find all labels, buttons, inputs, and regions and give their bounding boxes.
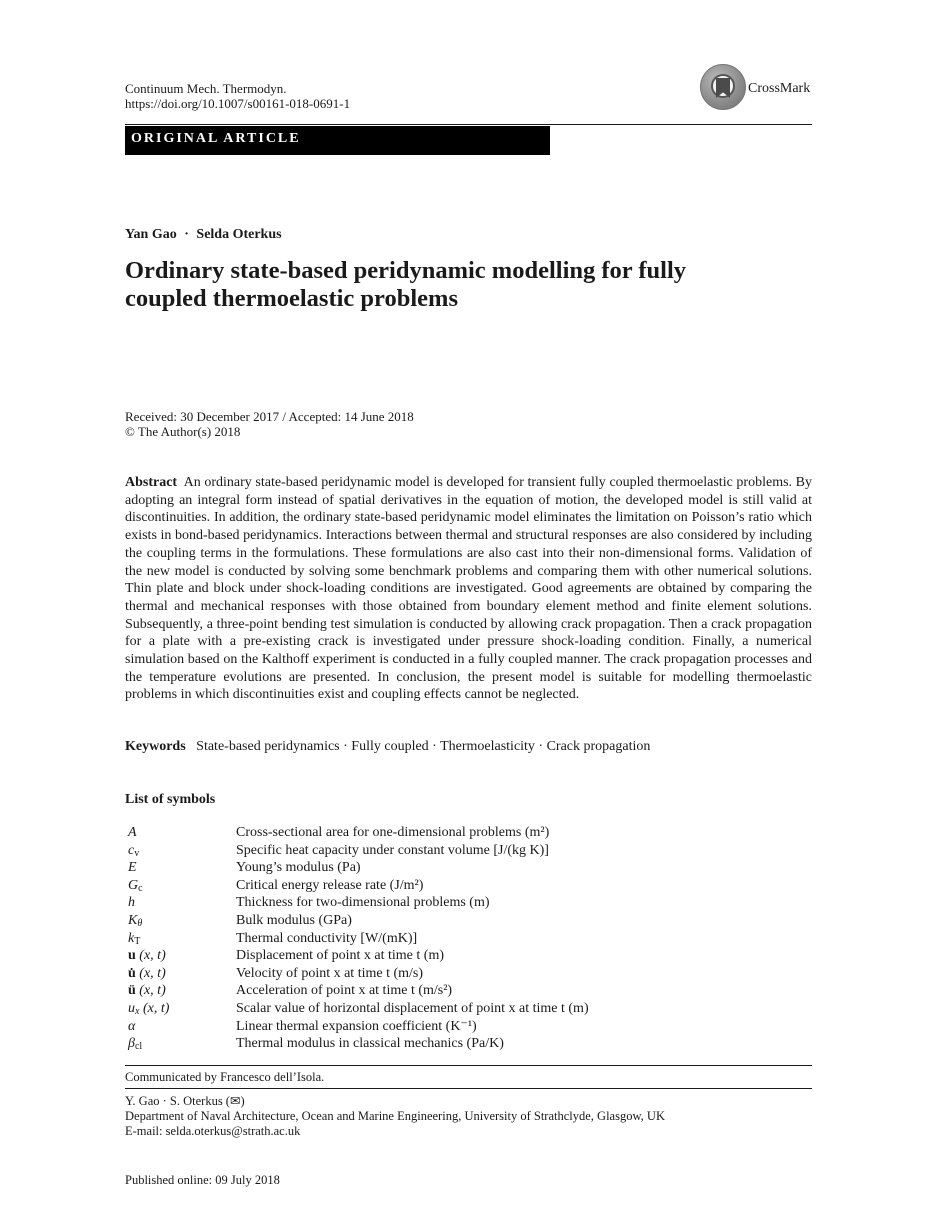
symbol-desc: Cross-sectional area for one-dimensional problems (m²): [236, 825, 550, 840]
symbol-desc: Scalar value of horizontal displacement of point x at time t (m): [236, 1000, 589, 1016]
symbol-desc: Bulk modulus (GPa): [236, 912, 352, 928]
abstract-label: Abstract: [125, 475, 178, 490]
header-rule: [125, 124, 812, 125]
symbol-row: [125, 1018, 812, 1036]
crossmark-icon: [700, 64, 746, 110]
symbol-desc: Linear thermal expansion coefficient (K⁻¹): [236, 1018, 477, 1034]
authors-short: Y. Gao · S. Oterkus (✉): [125, 1094, 245, 1108]
keywords-label: Keywords: [125, 739, 186, 754]
journal-name: Continuum Mech. Thermodyn.: [125, 81, 287, 96]
abstract-text: An ordinary state-based peridynamic model is developed for transient fully coupled thermoelastic problems. By adopting an integral form instead of spatial derivatives in the equation of motion, the developed model is still valid at discontinuities. In addition, the ordinary state-based peridynamic model eliminates the limitation on Poisson’s ratio which exists in bond-based peridynamics. Interactions between thermal and structural responses are also considered by including the coupling terms in the formulations. These formulations are also cast into their non-dimensional forms. Validation of the new model is conducted by solving some benchmark problems and comparing them with other numerical solutions. Thin plate and block under shock-loading conditions are investigated. Good agreements are obtained by comparing the thermal and mechanical responses with those obtained from boundary element method and finite element solutions. Subsequently, a three-point bending test simulation is conducted by allowing crack propagation. Then a crack propagation for a plate with a pre-existing crack is investigated under pressure shock-loading condition. Finally, a numerical simulation based on the Kalthoff experiment is conducted in a fully coupled manner. The crack propagation processes and the temperature evolutions are presented. In conclusion, the present model is suitable for modelling thermoelastic problems in which discontinuities exist and coupling effects cannot be neglected.: [125, 475, 813, 703]
symbol-row: [125, 877, 812, 895]
symbol-term: $u_x$ (x, t): [128, 1000, 170, 1017]
dates-block: [125, 409, 414, 439]
received-accepted: Received: 30 December 2017 / Accepted: 14 June 2018: [125, 409, 414, 424]
crossmark-badge[interactable]: [700, 64, 815, 110]
symbol-desc: Acceleration of point x at time t (m/s²): [236, 983, 453, 999]
symbol-desc: Thermal modulus in classical mechanics (Pa/K): [236, 1036, 504, 1052]
article-type-banner: ORIGINAL ARTICLE: [125, 126, 550, 155]
symbol-term: A: [128, 825, 137, 840]
symbols-heading: List of symbols: [125, 792, 216, 807]
symbol-desc: Thickness for two-dimensional problems (m): [236, 895, 490, 911]
copyright: © The Author(s) 2018: [125, 424, 241, 439]
author-name[interactable]: Yan Gao: [125, 227, 177, 242]
keywords: [125, 739, 650, 755]
symbol-row: [125, 1035, 812, 1053]
symbol-term: u̇ (x, t): [128, 965, 166, 981]
symbol-desc: Specific heat capacity under constant volume [J/(kg K)]: [236, 842, 549, 858]
symbol-term: $\beta_{cl}$: [128, 1036, 143, 1053]
symbol-desc: Young’s modulus (Pa): [236, 860, 361, 876]
symbol-row: [125, 842, 812, 860]
symbol-term: α: [128, 1018, 136, 1034]
symbol-desc: Displacement of point x at time t (m): [236, 948, 445, 964]
symbol-term: $c_v$: [128, 842, 140, 859]
footnote-rule: [125, 1065, 812, 1066]
symbol-term: h: [128, 895, 135, 911]
symbols-table: [125, 824, 812, 1053]
symbol-row: [125, 894, 812, 912]
affiliation-rule: [125, 1088, 812, 1089]
department: Department of Naval Architecture, Ocean and Marine Engineering, University of Strathclyde, Glasgow, UK: [125, 1109, 665, 1123]
symbol-desc: Thermal conductivity [W/(mK)]: [236, 930, 418, 946]
author-name[interactable]: Selda Oterkus: [196, 227, 282, 242]
symbol-term: $K_\theta$: [128, 912, 143, 929]
symbol-desc: Critical energy release rate (J/m²): [236, 877, 424, 893]
symbol-row: [125, 982, 812, 1000]
symbol-row: [125, 859, 812, 877]
affiliation-block: [125, 1094, 665, 1139]
author-separator: ·: [184, 227, 189, 242]
author-line: [125, 227, 282, 243]
symbol-term: u (x, t): [128, 948, 166, 964]
paper-title: [125, 257, 812, 313]
journal-header: [125, 81, 350, 111]
communicated-by: Communicated by Francesco dell’Isola.: [125, 1070, 325, 1084]
keywords-text: State-based peridynamics · Fully coupled · Thermoelasticity · Crack propagation: [196, 739, 651, 754]
published-date: Published online: 09 July 2018: [125, 1173, 280, 1187]
symbol-row: [125, 824, 812, 842]
symbol-row: [125, 965, 812, 983]
title-line: coupled thermoelastic problems: [125, 285, 458, 312]
symbol-term: $k_T$: [128, 930, 141, 947]
abstract: [125, 474, 812, 704]
title-line: Ordinary state-based peridynamic modelling for fully: [125, 257, 686, 284]
doi-link[interactable]: https://doi.org/10.1007/s00161-018-0691-1: [125, 96, 351, 111]
symbol-desc: Velocity of point x at time t (m/s): [236, 965, 424, 981]
symbol-row: [125, 912, 812, 930]
symbol-term: $G_c$: [128, 877, 143, 894]
symbol-term: ü (x, t): [128, 983, 166, 999]
crossmark-label: CrossMark: [748, 81, 811, 96]
symbol-term: E: [128, 860, 137, 876]
symbol-row: [125, 930, 812, 948]
symbol-row: [125, 1000, 812, 1018]
email-link[interactable]: E-mail: selda.oterkus@strath.ac.uk: [125, 1124, 301, 1138]
symbol-row: [125, 947, 812, 965]
